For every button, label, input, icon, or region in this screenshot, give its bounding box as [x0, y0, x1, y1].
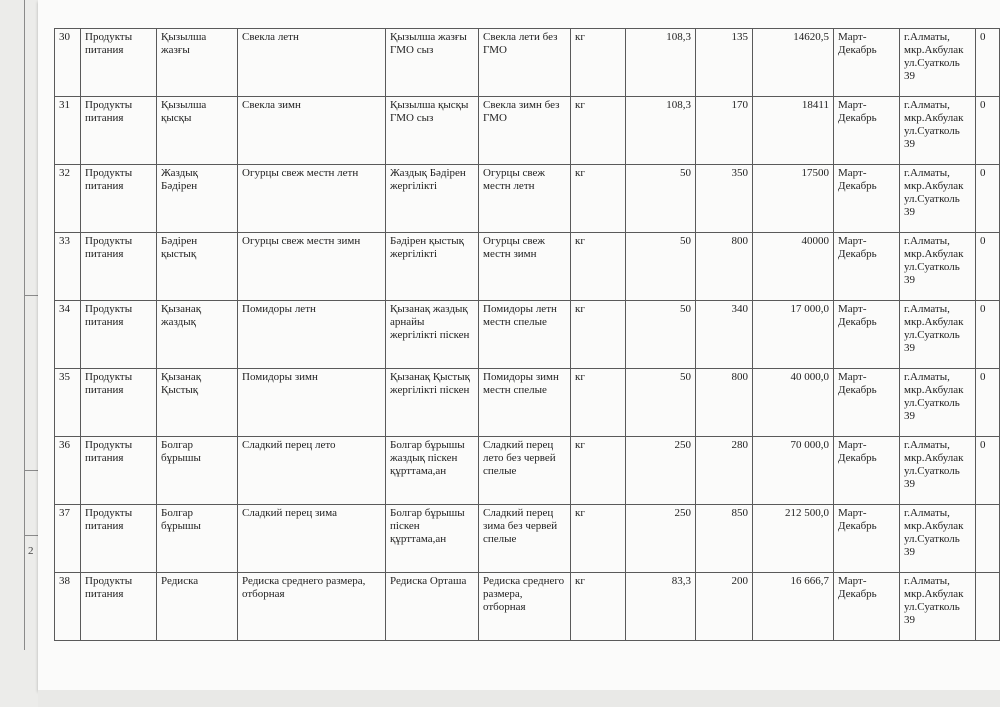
cell-period: Март-Декабрь — [834, 301, 900, 369]
cell-kz-name: Болгар бұрышы — [157, 505, 238, 573]
cell-n: 38 — [55, 573, 81, 641]
cell-address: г.Алматы, мкр.Акбулак ул.Суатколь 39 — [900, 573, 976, 641]
cell-kz-name: Қызылша қысқы — [157, 97, 238, 165]
cell-period: Март-Декабрь — [834, 165, 900, 233]
cell-extra: 0 — [976, 233, 1000, 301]
cell-qty: 250 — [626, 505, 696, 573]
cell-n: 36 — [55, 437, 81, 505]
cell-extra: 0 — [976, 369, 1000, 437]
cell-category: Продукты питания — [81, 437, 157, 505]
cell-ru-name: Сладкий перец зима — [238, 505, 386, 573]
cell-kz-spec: Болгар бұрышы піскен құрттама,ан — [386, 505, 479, 573]
procurement-table — [54, 28, 1000, 641]
cell-ru-spec: Сладкий перец зима без червей спелые — [479, 505, 571, 573]
cell-kz-name: Қызанақ жаздық — [157, 301, 238, 369]
cell-address: г.Алматы, мкр.Акбулак ул.Суатколь 39 — [900, 29, 976, 97]
cell-qty: 83,3 — [626, 573, 696, 641]
cell-n: 32 — [55, 165, 81, 233]
cell-unit: кг — [571, 29, 626, 97]
cell-price: 170 — [696, 97, 753, 165]
table-row — [55, 233, 1000, 301]
cell-qty: 50 — [626, 165, 696, 233]
cell-ru-name: Помидоры летн — [238, 301, 386, 369]
cell-kz-name: Редиска — [157, 573, 238, 641]
table-row — [55, 369, 1000, 437]
cell-ru-spec: Редиска среднего размера, отборная — [479, 573, 571, 641]
cell-sum: 16 666,7 — [753, 573, 834, 641]
cell-extra: 0 — [976, 301, 1000, 369]
cell-price: 280 — [696, 437, 753, 505]
cell-period: Март-Декабрь — [834, 97, 900, 165]
cell-ru-name: Помидоры зимн — [238, 369, 386, 437]
underlying-fragment: 2 — [28, 545, 34, 557]
cell-category: Продукты питания — [81, 97, 157, 165]
cell-unit: кг — [571, 573, 626, 641]
cell-extra: 0 — [976, 437, 1000, 505]
cell-kz-spec: Қызанақ жаздық арнайы жергілікті піскен — [386, 301, 479, 369]
table-row — [55, 573, 1000, 641]
cell-unit: кг — [571, 97, 626, 165]
cell-kz-name: Қызанақ Қыстық — [157, 369, 238, 437]
cell-kz-spec: Бәдірен қыстық жергілікті — [386, 233, 479, 301]
cell-unit: кг — [571, 369, 626, 437]
cell-kz-name: Қызылша жазғы — [157, 29, 238, 97]
cell-category: Продукты питания — [81, 505, 157, 573]
cell-kz-spec: Жаздық Бәдірен жергілікті — [386, 165, 479, 233]
cell-ru-name: Свекла летн — [238, 29, 386, 97]
cell-category: Продукты питания — [81, 369, 157, 437]
cell-period: Март-Декабрь — [834, 369, 900, 437]
cell-n: 34 — [55, 301, 81, 369]
cell-qty: 108,3 — [626, 29, 696, 97]
cell-address: г.Алматы, мкр.Акбулак ул.Суатколь 39 — [900, 369, 976, 437]
table-row — [55, 301, 1000, 369]
cell-kz-name: Бәдірен қыстық — [157, 233, 238, 301]
cell-unit: кг — [571, 437, 626, 505]
cell-n: 35 — [55, 369, 81, 437]
cell-sum: 18411 — [753, 97, 834, 165]
cell-category: Продукты питания — [81, 29, 157, 97]
underlying-table-line — [24, 0, 25, 650]
cell-ru-name: Редиска среднего размера, отборная — [238, 573, 386, 641]
cell-price: 850 — [696, 505, 753, 573]
cell-qty: 50 — [626, 369, 696, 437]
table-row — [55, 29, 1000, 97]
cell-kz-name: Жаздық Бәдірен — [157, 165, 238, 233]
cell-sum: 14620,5 — [753, 29, 834, 97]
cell-extra — [976, 505, 1000, 573]
cell-price: 200 — [696, 573, 753, 641]
cell-qty: 50 — [626, 233, 696, 301]
cell-ru-name: Сладкий перец лето — [238, 437, 386, 505]
cell-sum: 40000 — [753, 233, 834, 301]
cell-kz-spec: Қызылша жазғы ГМО сыз — [386, 29, 479, 97]
cell-n: 30 — [55, 29, 81, 97]
cell-period: Март-Декабрь — [834, 573, 900, 641]
underlying-sheet — [0, 0, 41, 707]
cell-price: 340 — [696, 301, 753, 369]
cell-category: Продукты питания — [81, 233, 157, 301]
cell-price: 350 — [696, 165, 753, 233]
cell-unit: кг — [571, 505, 626, 573]
cell-ru-spec: Свекла зимн без ГМО — [479, 97, 571, 165]
cell-sum: 40 000,0 — [753, 369, 834, 437]
cell-price: 135 — [696, 29, 753, 97]
cell-category: Продукты питания — [81, 573, 157, 641]
cell-ru-spec: Огурцы свеж местн зимн — [479, 233, 571, 301]
table-row — [55, 437, 1000, 505]
cell-sum: 17 000,0 — [753, 301, 834, 369]
cell-period: Март-Декабрь — [834, 437, 900, 505]
cell-ru-name: Огурцы свеж местн зимн — [238, 233, 386, 301]
cell-sum: 70 000,0 — [753, 437, 834, 505]
cell-kz-name: Болгар бұрышы — [157, 437, 238, 505]
cell-n: 33 — [55, 233, 81, 301]
cell-ru-spec: Помидоры летн местн спелые — [479, 301, 571, 369]
cell-period: Март-Декабрь — [834, 233, 900, 301]
cell-kz-spec: Редиска Орташа — [386, 573, 479, 641]
table-row — [55, 505, 1000, 573]
cell-extra — [976, 573, 1000, 641]
cell-kz-spec: Қызанақ Қыстық жергілікті піскен — [386, 369, 479, 437]
cell-kz-spec: Болгар бұрышы жаздық піскен құрттама,ан — [386, 437, 479, 505]
cell-qty: 250 — [626, 437, 696, 505]
cell-period: Март-Декабрь — [834, 505, 900, 573]
cell-ru-spec: Огурцы свеж местн летн — [479, 165, 571, 233]
cell-price: 800 — [696, 369, 753, 437]
cell-ru-spec: Помидоры зимн местн спелые — [479, 369, 571, 437]
cell-ru-spec: Свекла лети без ГМО — [479, 29, 571, 97]
table-row — [55, 165, 1000, 233]
cell-n: 31 — [55, 97, 81, 165]
cell-qty: 50 — [626, 301, 696, 369]
cell-extra: 0 — [976, 165, 1000, 233]
cell-ru-name: Огурцы свеж местн летн — [238, 165, 386, 233]
cell-sum: 212 500,0 — [753, 505, 834, 573]
cell-kz-spec: Қызылша қысқы ГМО сыз — [386, 97, 479, 165]
cell-address: г.Алматы, мкр.Акбулак ул.Суатколь 39 — [900, 165, 976, 233]
cell-address: г.Алматы, мкр.Акбулак ул.Суатколь 39 — [900, 233, 976, 301]
cell-extra: 0 — [976, 97, 1000, 165]
cell-address: г.Алматы, мкр.Акбулак ул.Суатколь 39 — [900, 505, 976, 573]
cell-qty: 108,3 — [626, 97, 696, 165]
cell-category: Продукты питания — [81, 301, 157, 369]
cell-address: г.Алматы, мкр.Акбулак ул.Суатколь 39 — [900, 97, 976, 165]
cell-sum: 17500 — [753, 165, 834, 233]
cell-extra: 0 — [976, 29, 1000, 97]
cell-address: г.Алматы, мкр.Акбулак ул.Суатколь 39 — [900, 437, 976, 505]
cell-ru-spec: Сладкий перец лето без червей спелые — [479, 437, 571, 505]
cell-category: Продукты питания — [81, 165, 157, 233]
cell-ru-name: Свекла зимн — [238, 97, 386, 165]
cell-price: 800 — [696, 233, 753, 301]
cell-period: Март-Декабрь — [834, 29, 900, 97]
cell-address: г.Алматы, мкр.Акбулак ул.Суатколь 39 — [900, 301, 976, 369]
cell-unit: кг — [571, 301, 626, 369]
cell-unit: кг — [571, 165, 626, 233]
page-shadow — [38, 690, 1000, 707]
table-row — [55, 97, 1000, 165]
cell-n: 37 — [55, 505, 81, 573]
cell-unit: кг — [571, 233, 626, 301]
